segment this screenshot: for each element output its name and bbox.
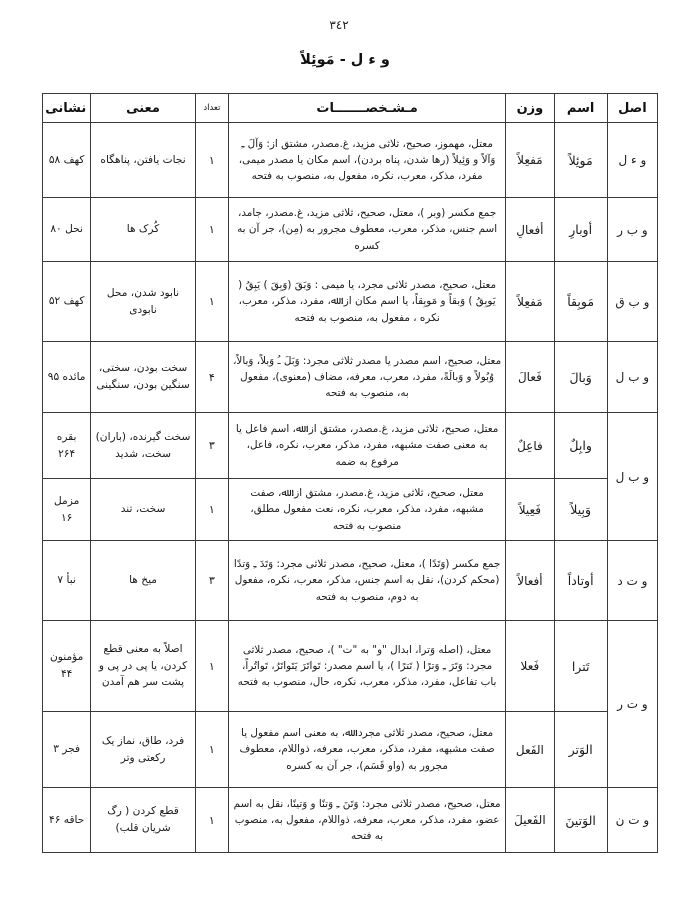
table-row	[43, 342, 658, 413]
meaning-cell: سخت، تند	[91, 479, 196, 541]
pattern-cell: فَعِیلاً	[506, 479, 554, 541]
noun-cell: تَترا	[554, 621, 607, 712]
reference-cell: بقره ۲۶۴	[43, 413, 91, 479]
table-header-row	[43, 94, 658, 123]
table-row	[43, 198, 658, 262]
reference-cell: نبأ ۷	[43, 541, 91, 621]
table-row	[43, 262, 658, 342]
spec-cell: معتل، صحیح، مصدر ثلاثی مجرد: وَتَنَ ـِ وَتنًا و وَتینًا، نقل به اسم عضو، مفرد، مذکر، معرب، معرفه، ذواللام، مفعول به، منصوب به فتحه	[228, 788, 505, 853]
reference-cell: فجر ۳	[43, 712, 91, 788]
root-cell: و ت د	[607, 541, 657, 621]
table-row	[43, 479, 658, 541]
pattern-cell: أفعالِ	[506, 198, 554, 262]
count-cell: ۴	[195, 342, 228, 413]
spec-cell: معتل، صحیح، مصدر ثلاثی مجرد: ﷲ، به معنی اسم مفعول یا صفت مشبهه، مفرد، مذکر، معرب، معرفه، ذواللام، معطوف مجرور به (واو قَسَم)، جر آن به کسره	[228, 712, 505, 788]
count-cell: ۱	[195, 788, 228, 853]
root-cell: و ب ر	[607, 198, 657, 262]
table-row	[43, 788, 658, 853]
page-number: ٣٤٢	[329, 18, 349, 32]
reference-cell: کهف ۵۸	[43, 123, 91, 198]
table-row	[43, 413, 658, 479]
reference-cell: کهف ۵۲	[43, 262, 91, 342]
spec-cell: جمع مکسر (وبر )، معتل، صحیح، ثلاثی مزید، غ.مصدر، جامد، اسم جنس، مذکر، معرب، معطوف مجرور به (مِن)، جر آن به کسره	[228, 198, 505, 262]
header-root: اصل	[607, 94, 657, 123]
reference-cell: مؤمنون ۴۴	[43, 621, 91, 712]
root-cell: و ب ل	[607, 413, 657, 541]
root-cell: و ء ل	[607, 123, 657, 198]
meaning-cell: اصلاً به معنی قطع کردن، یا پی در پی و پشت سر هم آمدن	[91, 621, 196, 712]
pattern-cell: مَفعِلاً	[506, 123, 554, 198]
meaning-cell: سخت گیرنده، (باران) سخت، شدید	[91, 413, 196, 479]
root-cell: و ت ن	[607, 788, 657, 853]
header-count: تعداد	[195, 94, 228, 123]
spec-cell: جمع مکسر (وَتَدًا )، معتل، صحیح، مصدر ثلاثی مجرد: وَتَدَ ـِ وَتدًا (محکم کردن)، نقل به اسم جنس، مذکر، معرب، نکره، مفعول به دوم، منصوب به فتحه	[228, 541, 505, 621]
noun-cell: مَوئِلاً	[554, 123, 607, 198]
meaning-cell: نجات یافتن، پناهگاه	[91, 123, 196, 198]
noun-cell: أوتاداً	[554, 541, 607, 621]
count-cell: ۳	[195, 541, 228, 621]
pattern-cell: فَعلا	[506, 621, 554, 712]
noun-cell: وَبالَ	[554, 342, 607, 413]
spec-cell: معتل، صحیح، ثلاثی مزید، غ.مصدر، مشتق از: ﷲ، صفت مشبهه، مفرد، مذکر، معرب، نکره، نعت مفعول مطلق، منصوب به فتحه	[228, 479, 505, 541]
pattern-cell: الفَعیلَ	[506, 788, 554, 853]
noun-cell: مَوبِقاً	[554, 262, 607, 342]
page-title: و ء ل - مَوئِلاً	[300, 52, 390, 68]
count-cell: ۱	[195, 262, 228, 342]
noun-cell: وابِلٌ	[554, 413, 607, 479]
noun-cell: الوَتر	[554, 712, 607, 788]
reference-cell: مزمل ۱۶	[43, 479, 91, 541]
pattern-cell: فاعِلٌ	[506, 413, 554, 479]
meaning-cell: فرد، طاق، نماز یک رکعتی وتر	[91, 712, 196, 788]
reference-cell: حاقه ۴۶	[43, 788, 91, 853]
pattern-cell: مَفعِلاً	[506, 262, 554, 342]
spec-cell: معتل، صحیح، ثلاثی مزید، غ.مصدر، مشتق از: ﷲ، اسم فاعل یا به معنی صفت مشبهه، مفرد، مذکر، معرب، نکره، فاعل، مرفوع به ضمه	[228, 413, 505, 479]
count-cell: ۱	[195, 712, 228, 788]
reference-cell: نحل ۸۰	[43, 198, 91, 262]
spec-cell: معتل، (اصله وَترا، ابدال "و" به "ت" )، صحیح، مصدر ثلاثی مجرد: وَتَرَ ـِ وَترًا ( تَترًا )، یا اسم مصدر: تَواتَرَ یَتَواتَرُ، تَواتُراً، باب تفاعل، مفرد، مذکر، معرب، نکره، حال، منصوب به فتحه	[228, 621, 505, 712]
count-cell: ۱	[195, 198, 228, 262]
meaning-cell: سخت بودن، سختی، سنگین بودن، سنگینی	[91, 342, 196, 413]
noun-cell: وَبِیلاً	[554, 479, 607, 541]
meaning-cell: میخ ها	[91, 541, 196, 621]
pattern-cell: فَعالَ	[506, 342, 554, 413]
quran-words-table	[42, 93, 658, 853]
pattern-cell: الفَعل	[506, 712, 554, 788]
root-cell: و ب ل	[607, 342, 657, 413]
reference-cell: مائده ۹۵	[43, 342, 91, 413]
header-meaning: معنی	[91, 94, 196, 123]
table-row	[43, 621, 658, 712]
count-cell: ۱	[195, 621, 228, 712]
noun-cell: الوَتینَ	[554, 788, 607, 853]
count-cell: ۱	[195, 479, 228, 541]
root-cell: و ب ق	[607, 262, 657, 342]
meaning-cell: نابود شدن، محل نابودی	[91, 262, 196, 342]
spec-cell: معتل، صحیح، مصدر ثلاثی مجرد، یا میمی : وَبَقَ (وَبِقَ ) یَبِقُ ( یَوبِقُ ) وَبقاً و مَوبِقاً، یا اسم مکان از: ﷲ، مفرد، مذکر، معرب، نکره ، مفعول به، منصوب به فتحه	[228, 262, 505, 342]
spec-cell: معتل، صحیح، اسم مصدر یا مصدر ثلاثی مجرد: وَبَلَ ـُ وَبلاً، وَبالاً، وُبُولاً و وَبالَةً، مفرد، معرب، معرفه، مضاف (معنوی)، مفعول به، منصوب به فتحه	[228, 342, 505, 413]
header-pattern: وزن	[506, 94, 554, 123]
header-specs: مـشـخصـــــــات	[228, 94, 505, 123]
count-cell: ۳	[195, 413, 228, 479]
noun-cell: أوبارِ	[554, 198, 607, 262]
meaning-cell: قطع کردن ( رگ شریان قلب)	[91, 788, 196, 853]
header-reference: نشانی	[43, 94, 91, 123]
count-cell: ۱	[195, 123, 228, 198]
meaning-cell: کُرک ها	[91, 198, 196, 262]
pattern-cell: أفعالاً	[506, 541, 554, 621]
table-row	[43, 541, 658, 621]
table-row	[43, 123, 658, 198]
root-cell: و ت ر	[607, 621, 657, 788]
spec-cell: معتل، مهموز، صحیح، ثلاثی مزید، غ.مصدر، مشتق از: وَآلَ ـِ وَآلاً و وَئِیلاً (رها شدن، پناه بردن)، اسم مکان یا مصدر میمی، مفرد، مذکر، معرب، نکره، مفعول به، منصوب به فتحه	[228, 123, 505, 198]
table-row	[43, 712, 658, 788]
header-noun: اسم	[554, 94, 607, 123]
